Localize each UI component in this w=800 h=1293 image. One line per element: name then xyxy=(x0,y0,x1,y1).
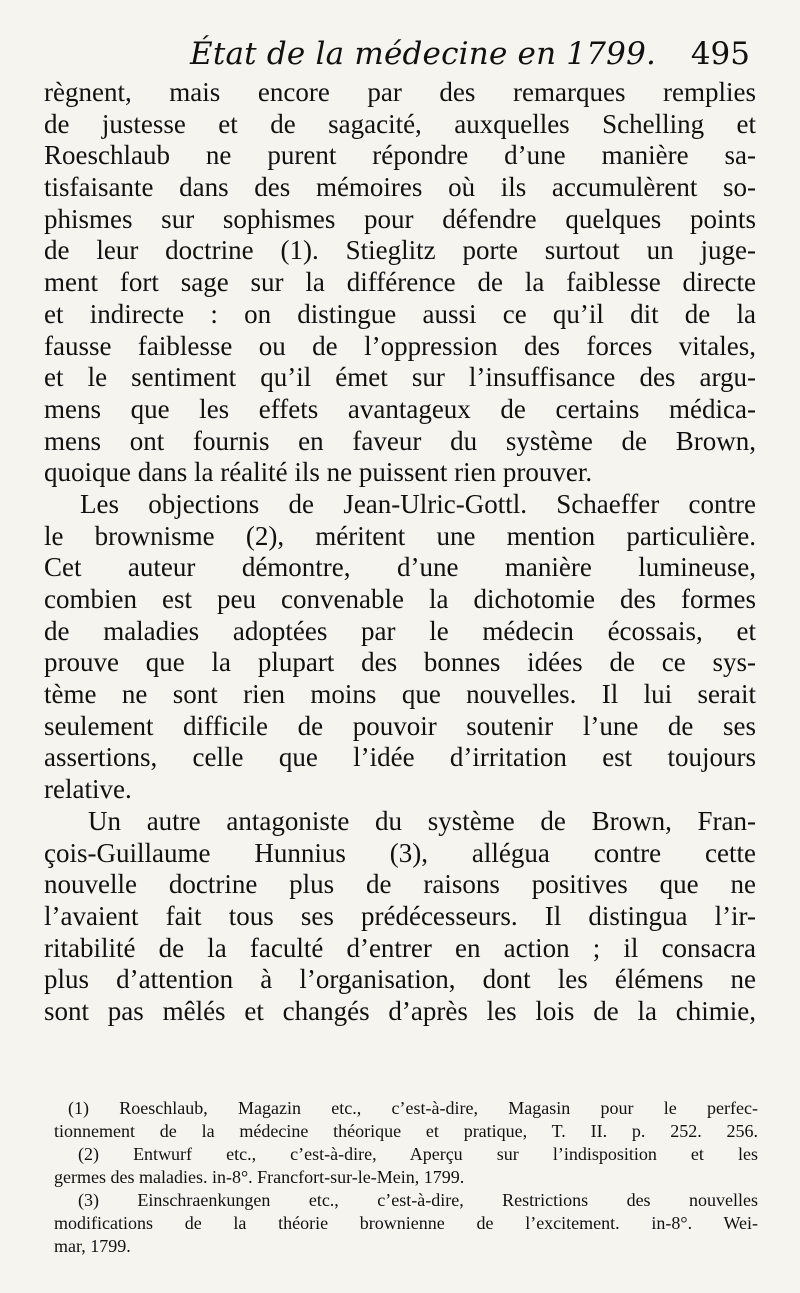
text-line: Cet auteur démontre, d’une manière lumineuse, xyxy=(44,552,756,583)
text-line: mens ont fournis en faveur du système de Brown, xyxy=(44,425,756,456)
text-line: sont pas mêlés et changés d’après les lois de la chimie, xyxy=(44,995,756,1026)
footnote-line: modifications de la théorie brownienne de l’excitement. in-8°. Wei- xyxy=(54,1213,758,1233)
text-line: tisfaisante dans des mémoires où ils accumulèrent so- xyxy=(44,172,756,203)
text-line: quoique dans la réalité ils ne puissent rien prouver. xyxy=(44,457,593,488)
text-line: assertions, celle que l’idée d’irritation est toujours xyxy=(44,742,756,773)
footnote-line: (3) Einschraenkungen etc., c’est-à-dire, Restrictions des nouvelles xyxy=(78,1190,758,1210)
text-line: Les objections de Jean-Ulric-Gottl. Schaeffer contre xyxy=(80,488,756,519)
text-line: et indirecte : on distingue aussi ce qu’il dit de la xyxy=(44,298,756,329)
text-line: plus d’attention à l’organisation, dont les élémens ne xyxy=(44,964,756,995)
text-line: mens que les effets avantageux de certains médica- xyxy=(44,393,756,424)
text-line: Roeschlaub ne purent répondre d’une manière sa- xyxy=(44,140,756,171)
text-line: ment fort sage sur la différence de la faiblesse directe xyxy=(44,267,756,298)
main-text xyxy=(44,77,756,1028)
text-line: de leur doctrine (1). Stieglitz porte surtout un juge- xyxy=(44,235,756,266)
running-title: État de la médecine en 1799. xyxy=(190,36,657,72)
text-line: l’avaient fait tous ses prédécesseurs. Il distingua l’ir- xyxy=(44,900,756,931)
footnotes xyxy=(54,1097,758,1258)
footnote-line: (1) Roeschlaub, Magazin etc., c’est-à-dire, Magasin pour le perfec- xyxy=(68,1098,758,1118)
text-line: combien est peu convenable la dichotomie des formes xyxy=(44,584,756,614)
footnote-line: tionnement de la médecine théorique et pratique, T. II. p. 252. 256. xyxy=(54,1121,758,1141)
text-line: Un autre antagoniste du système de Brown, Fran- xyxy=(88,805,756,836)
text-line: et le sentiment qu’il émet sur l’insuffisance des argu- xyxy=(44,362,756,393)
page-number: 495 xyxy=(690,36,750,72)
text-line: relative. xyxy=(44,774,132,805)
footnote-line: germes des maladies. in-8°. Francfort-sur-le-Mein, 1799. xyxy=(54,1167,465,1187)
footnote-line: mar, 1799. xyxy=(54,1236,131,1256)
text-line: règnent, mais encore par des remarques remplies xyxy=(44,77,756,107)
text-line: prouve que la plupart des bonnes idées de ce sys- xyxy=(44,647,756,678)
text-line: seulement difficile de pouvoir soutenir l’une de ses xyxy=(44,710,756,741)
text-line: le brownisme (2), méritent une mention particulière. xyxy=(44,520,756,551)
text-line: de justesse et de sagacité, auxquelles Schelling et xyxy=(44,108,756,139)
text-line: çois-Guillaume Hunnius (3), allégua contre cette xyxy=(44,837,756,868)
footnote-line: (2) Entwurf etc., c’est-à-dire, Aperçu sur l’indisposition et les xyxy=(78,1144,758,1164)
text-line: phismes sur sophismes pour défendre quelques points xyxy=(44,203,756,234)
text-line: tème ne sont rien moins que nouvelles. Il lui serait xyxy=(44,679,756,710)
text-line: de maladies adoptées par le médecin écossais, et xyxy=(44,615,756,646)
text-line: nouvelle doctrine plus de raisons positives que ne xyxy=(44,869,756,900)
text-line: fausse faiblesse ou de l’oppression des forces vitales, xyxy=(44,330,756,361)
text-line: ritabilité de la faculté d’entrer en action ; il consacra xyxy=(44,932,756,963)
